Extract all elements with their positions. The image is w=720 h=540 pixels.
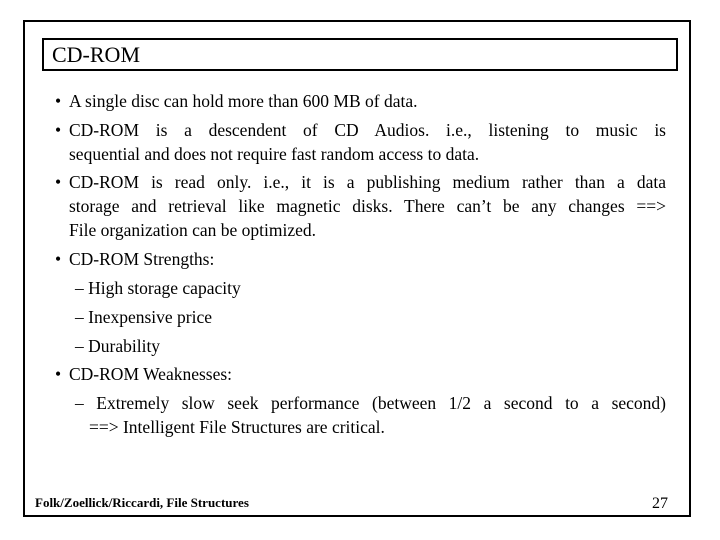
bullet-2-line-1: CD-ROM is a descendent of CD Audios. i.e., listening to music is bbox=[69, 120, 666, 140]
bullet-5-sub-1: – Extremely slow seek performance (between 1/2 a second to a second) bbox=[75, 393, 666, 413]
bullet-icon: • bbox=[55, 91, 62, 111]
slide-title: CD-ROM bbox=[52, 42, 141, 67]
bullet-4-sub-1: – High storage capacity bbox=[75, 278, 241, 298]
bullet-5-line-1: CD-ROM Weaknesses: bbox=[69, 364, 233, 384]
bullet-3-line-3: File organization can be optimized. bbox=[69, 220, 317, 240]
bullet-5-sub-2: ==> Intelligent File Structures are critical. bbox=[89, 417, 385, 437]
bullet-1-line-1: A single disc can hold more than 600 MB of data. bbox=[69, 91, 418, 111]
bullet-4-line-1: CD-ROM Strengths: bbox=[69, 249, 215, 269]
bullet-4-sub-3: – Durability bbox=[75, 336, 161, 356]
page-number: 27 bbox=[652, 495, 668, 512]
bullet-2-line-2: sequential and does not require fast random access to data. bbox=[69, 144, 480, 164]
bullet-3-line-2: storage and retrieval like magnetic disks. There can’t be any changes ==> bbox=[69, 196, 666, 216]
bullet-icon: • bbox=[55, 172, 62, 192]
bullet-icon: • bbox=[55, 249, 62, 269]
bullet-4-sub-2: – Inexpensive price bbox=[75, 307, 213, 327]
footer-citation: Folk/Zoellick/Riccardi, File Structures bbox=[35, 495, 249, 510]
bullet-3-line-1: CD-ROM is read only. i.e., it is a publishing medium rather than a data bbox=[69, 172, 666, 192]
bullet-icon: • bbox=[55, 364, 62, 384]
bullet-icon: • bbox=[55, 120, 62, 140]
